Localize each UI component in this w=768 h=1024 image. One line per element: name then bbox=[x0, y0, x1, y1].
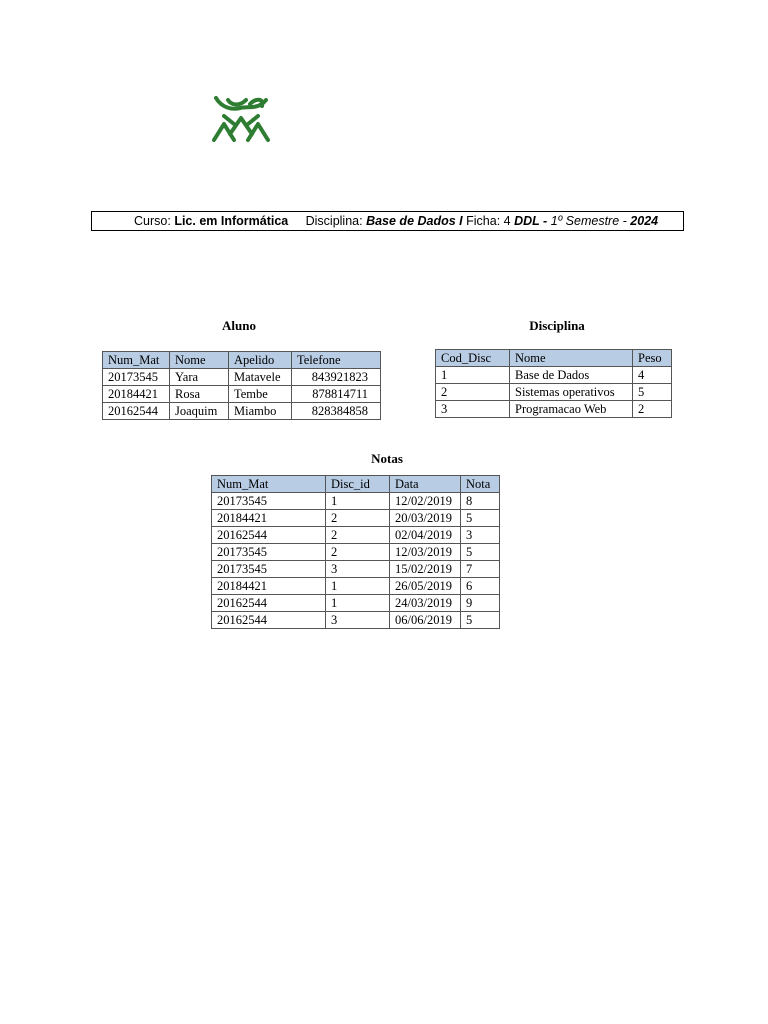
table-cell: 1 bbox=[326, 595, 390, 612]
table-cell: 12/03/2019 bbox=[390, 544, 461, 561]
table-cell: 2 bbox=[326, 544, 390, 561]
table-cell: Base de Dados bbox=[510, 367, 633, 384]
table-row bbox=[212, 561, 500, 578]
notas-table bbox=[211, 475, 500, 629]
table-row bbox=[436, 367, 672, 384]
aluno-table bbox=[102, 351, 381, 420]
disciplina-label: Disciplina: bbox=[305, 214, 363, 228]
table-cell: 9 bbox=[461, 595, 500, 612]
course-header bbox=[91, 211, 684, 231]
column-header: Data bbox=[390, 476, 461, 493]
table-cell: 5 bbox=[461, 510, 500, 527]
notas-title: Notas bbox=[371, 451, 403, 466]
table-row bbox=[212, 595, 500, 612]
table-cell: 7 bbox=[461, 561, 500, 578]
table-row bbox=[436, 384, 672, 401]
table-cell: 12/02/2019 bbox=[390, 493, 461, 510]
column-header: Nome bbox=[510, 350, 633, 367]
disciplina-value: Base de Dados I bbox=[366, 214, 463, 228]
disciplina-table bbox=[435, 349, 672, 418]
table-cell: 878814711 bbox=[292, 386, 381, 403]
table-cell: 20162544 bbox=[212, 612, 326, 629]
table-cell: 20173545 bbox=[212, 544, 326, 561]
table-cell: Rosa bbox=[170, 386, 229, 403]
table-cell: 2 bbox=[436, 384, 510, 401]
table-cell: 20173545 bbox=[103, 369, 170, 386]
table-cell: 1 bbox=[436, 367, 510, 384]
table-row bbox=[212, 493, 500, 510]
table-cell: 1 bbox=[326, 578, 390, 595]
disciplina-title: Disciplina bbox=[529, 318, 585, 333]
table-cell: 5 bbox=[461, 544, 500, 561]
university-logo-icon bbox=[210, 94, 272, 144]
table-row bbox=[103, 403, 381, 420]
table-cell: 6 bbox=[461, 578, 500, 595]
ddl-label: DDL - bbox=[514, 214, 548, 228]
table-cell: Yara bbox=[170, 369, 229, 386]
column-header: Apelido bbox=[229, 352, 292, 369]
table-cell: 20184421 bbox=[212, 578, 326, 595]
column-header: Cod_Disc bbox=[436, 350, 510, 367]
table-row bbox=[436, 401, 672, 418]
table-cell: 2 bbox=[326, 510, 390, 527]
table-cell: Tembe bbox=[229, 386, 292, 403]
table-cell: 828384858 bbox=[292, 403, 381, 420]
column-header: Nome bbox=[170, 352, 229, 369]
table-cell: 20173545 bbox=[212, 493, 326, 510]
semestre-label: 1º Semestre - bbox=[550, 214, 627, 228]
table-cell: 3 bbox=[436, 401, 510, 418]
table-row bbox=[103, 386, 381, 403]
table-row bbox=[212, 612, 500, 629]
table-cell: 20184421 bbox=[103, 386, 170, 403]
table-cell: 24/03/2019 bbox=[390, 595, 461, 612]
column-header: Telefone bbox=[292, 352, 381, 369]
table-cell: 2 bbox=[633, 401, 672, 418]
table-cell: 2 bbox=[326, 527, 390, 544]
table-cell: 26/05/2019 bbox=[390, 578, 461, 595]
column-header: Nota bbox=[461, 476, 500, 493]
table-cell: 3 bbox=[326, 612, 390, 629]
curso-label: Curso: bbox=[134, 214, 171, 228]
table-cell: 4 bbox=[633, 367, 672, 384]
table-cell: Joaquim bbox=[170, 403, 229, 420]
curso-value: Lic. em Informática bbox=[174, 214, 289, 228]
aluno-title: Aluno bbox=[222, 318, 256, 333]
table-cell: 20/03/2019 bbox=[390, 510, 461, 527]
table-cell: 3 bbox=[326, 561, 390, 578]
table-cell: 20162544 bbox=[212, 595, 326, 612]
table-row bbox=[212, 527, 500, 544]
table-cell: 843921823 bbox=[292, 369, 381, 386]
table-cell: 20173545 bbox=[212, 561, 326, 578]
table-cell: 8 bbox=[461, 493, 500, 510]
column-header: Num_Mat bbox=[103, 352, 170, 369]
table-cell: Sistemas operativos bbox=[510, 384, 633, 401]
table-cell: Matavele bbox=[229, 369, 292, 386]
table-cell: 02/04/2019 bbox=[390, 527, 461, 544]
table-cell: 1 bbox=[326, 493, 390, 510]
column-header: Disc_id bbox=[326, 476, 390, 493]
ficha-label: Ficha: 4 bbox=[466, 214, 511, 228]
table-cell: 06/06/2019 bbox=[390, 612, 461, 629]
table-cell: 5 bbox=[461, 612, 500, 629]
table-row bbox=[212, 510, 500, 527]
table-row bbox=[103, 369, 381, 386]
table-cell: 5 bbox=[633, 384, 672, 401]
table-row bbox=[212, 578, 500, 595]
table-row bbox=[212, 544, 500, 561]
table-cell: Miambo bbox=[229, 403, 292, 420]
table-cell: Programacao Web bbox=[510, 401, 633, 418]
table-cell: 20162544 bbox=[103, 403, 170, 420]
table-cell: 20162544 bbox=[212, 527, 326, 544]
table-cell: 3 bbox=[461, 527, 500, 544]
table-cell: 20184421 bbox=[212, 510, 326, 527]
ano-label: 2024 bbox=[630, 214, 659, 228]
column-header: Peso bbox=[633, 350, 672, 367]
table-cell: 15/02/2019 bbox=[390, 561, 461, 578]
column-header: Num_Mat bbox=[212, 476, 326, 493]
